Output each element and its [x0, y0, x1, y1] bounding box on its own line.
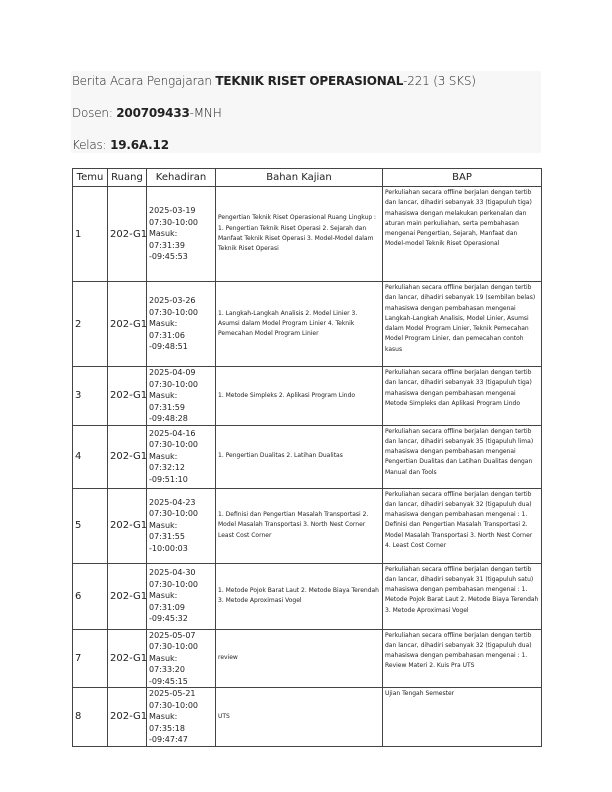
table-row: [73, 629, 542, 688]
cell-bahan-kajian: UTS: [216, 688, 383, 747]
class-label: Kelas:: [72, 138, 111, 152]
lecturer-line: [72, 106, 222, 120]
table-row: [73, 425, 542, 488]
cell-bap: Perkuliahan secara offline berjalan dengan tertib dan lancar, dihadiri sebanyak 35 (tigapuluh lima) mahasiswa dengan pembahasan mengenai Pengertian Dualitas dan Latihan Dualitas dengan Manual dan Tools: [383, 425, 542, 488]
cell-bahan-kajian: Pengertian Teknik Riset Operasional Ruang Lingkup : 1. Pengertian Teknik Riset Operasi 2. Sejarah dan Manfaat Teknik Riset Operasi 3. Model-Model dalam Teknik Riset Operasi: [216, 187, 383, 282]
table-row: [73, 688, 542, 747]
table-row: [73, 187, 542, 282]
col-header-temu: Temu: [73, 169, 108, 187]
cell-bahan-kajian: 1. Langkah-Langkah Analisis 2. Model Linier 3. Asumsi dalam Model Program Linier 4. Teknik Pemecahan Model Program Linier: [216, 282, 383, 367]
table-row: [73, 282, 542, 367]
cell-bap: Perkuliahan secara offline berjalan dengan tertib dan lancar, dihadiri sebanyak 32 (tigapuluh dua) mahasiswa dengan pembahasan mengenai : 1. Review Materi 2. Kuis Pra UTS: [383, 629, 542, 688]
cell-ruang: 202-G1: [108, 425, 147, 488]
cell-ruang: 202-G1: [108, 688, 147, 747]
cell-kehadiran: 2025-05-07 07:30-10:00 Masuk: 07:33:20 -09:45:15: [147, 629, 216, 688]
course-prefix: Berita Acara Pengajaran: [72, 74, 216, 88]
course-suffix: -221 (3 SKS): [403, 74, 476, 88]
cell-bahan-kajian: 1. Metode Simpleks 2. Aplikasi Program Lindo: [216, 367, 383, 426]
col-header-bap: BAP: [383, 169, 542, 187]
class-line: [72, 138, 169, 152]
col-header-bahan-kajian: Bahan Kajian: [216, 169, 383, 187]
cell-temu: 1: [73, 187, 108, 282]
cell-bap: Ujian Tengah Semester: [383, 688, 542, 747]
cell-bap: Perkuliahan secara offline berjalan dengan tertib dan lancar, dihadiri sebanyak 32 (tigapuluh dua) mahasiswa dengan pembahasan mengenai : 1. Definisi dan Pengertian Masalah Transportasi 2. Model Masalah Transportasi 3. North Nest Corner 4. Least Cost Corner: [383, 488, 542, 563]
cell-temu: 8: [73, 688, 108, 747]
cell-temu: 5: [73, 488, 108, 563]
cell-temu: 6: [73, 563, 108, 629]
cell-kehadiran: 2025-04-23 07:30-10:00 Masuk: 07:31:55 -10:00:03: [147, 488, 216, 563]
cell-ruang: 202-G1: [108, 187, 147, 282]
course-name: TEKNIK RISET OPERASIONAL: [215, 74, 404, 88]
table-row: [73, 563, 542, 629]
cell-ruang: 202-G1: [108, 563, 147, 629]
cell-temu: 2: [73, 282, 108, 367]
attendance-table: [72, 168, 542, 747]
table-row: [73, 488, 542, 563]
cell-ruang: 202-G1: [108, 282, 147, 367]
course-title: [72, 74, 476, 88]
col-header-kehadiran: Kehadiran: [147, 169, 216, 187]
cell-kehadiran: 2025-04-09 07:30-10:00 Masuk: 07:31:59 -09:48:28: [147, 367, 216, 426]
cell-kehadiran: 2025-04-16 07:30-10:00 Masuk: 07:32:12 -09:51:10: [147, 425, 216, 488]
cell-temu: 7: [73, 629, 108, 688]
cell-kehadiran: 2025-03-26 07:30-10:00 Masuk: 07:31:06 -09:48:51: [147, 282, 216, 367]
cell-bahan-kajian: 1. Metode Pojok Barat Laut 2. Metode Biaya Terendah 3. Metode Aproximasi Vogel: [216, 563, 383, 629]
cell-bap: Perkuliahan secara offline berjalan dengan tertib dan lancar, dihadiri sebanyak 33 (tigapuluh tiga) mahasiswa dengan melakukan perkenalan dan aturan main perkuliahan, serta pembahasan mengenai Pengertian, Sejarah, Manfaat dan Model-model Teknik Riset Operasional: [383, 187, 542, 282]
cell-kehadiran: 2025-04-30 07:30-10:00 Masuk: 07:31:09 -09:45:32: [147, 563, 216, 629]
cell-bahan-kajian: review: [216, 629, 383, 688]
table-header-row: [73, 169, 542, 187]
cell-bahan-kajian: 1. Definisi dan Pengertian Masalah Transportasi 2. Model Masalah Transportasi 3. North Nest Corner Least Cost Corner: [216, 488, 383, 563]
table-row: [73, 367, 542, 426]
cell-kehadiran: 2025-05-21 07:30-10:00 Masuk: 07:35:18 -09:47:47: [147, 688, 216, 747]
cell-temu: 4: [73, 425, 108, 488]
cell-kehadiran: 2025-03-19 07:30-10:00 Masuk: 07:31:39 -09:45:53: [147, 187, 216, 282]
cell-bap: Perkuliahan secara offline berjalan dengan tertib dan lancar, dihadiri sebanyak 33 (tigapuluh tiga) mahasiswa dengan pembahasan mengenai Metode Simpleks dan Aplikasi Program Lindo: [383, 367, 542, 426]
lecturer-code: -MNH: [189, 106, 222, 120]
cell-bap: Perkuliahan secara offline berjalan dengan tertib dan lancar, dihadiri sebanyak 19 (sembilan belas) mahasiswa dengan pembahasan mengenai Langkah-Langkah Analisis, Model Linier, Asumsi dalam Model Program Linier, Teknik Pemecahan Model Program Linier, dan pemecahan contoh kasus: [383, 282, 542, 367]
cell-bap: Perkuliahan secara offline berjalan dengan tertib dan lancar, dihadiri sebanyak 31 (tigapuluh satu) mahasiswa dengan pembahasan mengenai : 1. Metode Pojok Barat Laut 2. Metode Biaya Terendah 3. Metode Aproximasi Vogel: [383, 563, 542, 629]
col-header-ruang: Ruang: [108, 169, 147, 187]
cell-ruang: 202-G1: [108, 367, 147, 426]
cell-temu: 3: [73, 367, 108, 426]
cell-ruang: 202-G1: [108, 488, 147, 563]
lecturer-id: 200709433: [116, 106, 190, 120]
cell-bahan-kajian: 1. Pengertian Dualitas 2. Latihan Dualitas: [216, 425, 383, 488]
lecturer-label: Dosen:: [72, 106, 117, 120]
class-value: 19.6A.12: [110, 138, 169, 152]
cell-ruang: 202-G1: [108, 629, 147, 688]
